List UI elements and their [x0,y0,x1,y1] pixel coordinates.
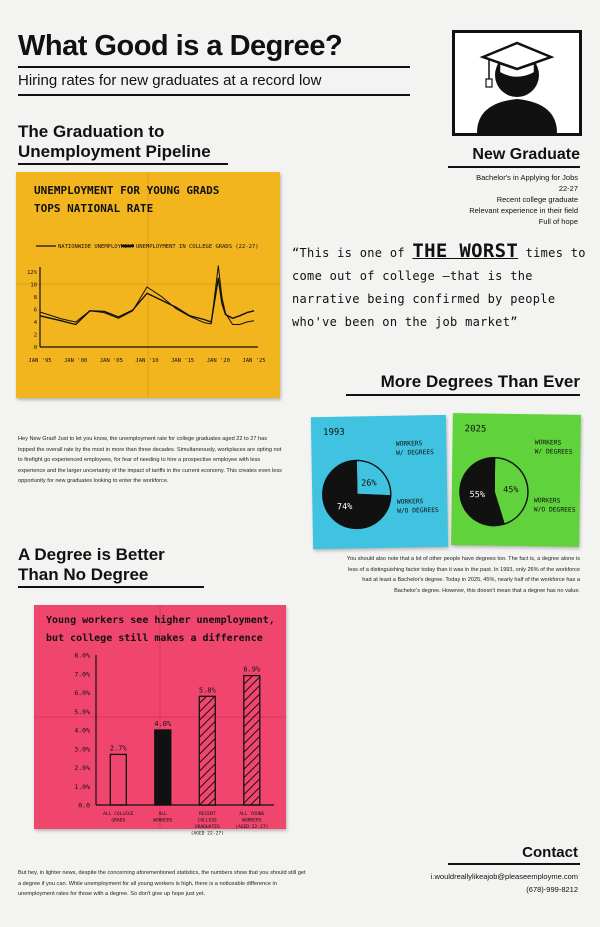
x-tick-label: JAN '10 [135,358,159,364]
page-title: What Good is a Degree? [18,30,343,62]
contact-phone[interactable]: (678)-999-8212 [526,885,578,894]
y-tick-label: 3.0% [74,745,90,754]
profile-item: Recent college graduate [496,195,578,204]
quote-before: “This is one of [292,246,405,260]
pie-category-label: WORKERS [533,497,561,505]
title-divider [18,66,410,68]
contact-email[interactable]: i.wouldreallylikeajob@pleaseemployme.com [430,872,578,881]
bar-chart-title-1: Young workers see higher unemployment, [46,615,275,626]
pie-category-label: W/O DEGREES [397,506,439,515]
profile-details [448,172,578,227]
bar-chart [34,605,286,837]
profile-item: 22-27 [558,184,578,193]
bar-category-label: ALL COLLEGE [103,812,134,817]
legend-label-grads: UNEMPLOYMENT IN COLLEGE GRADS (22-27) [136,244,259,250]
line-chart-title-2: TOPS NATIONAL RATE [34,202,154,215]
pie-value-label: 74% [336,502,353,513]
bar-value-label: 6.9% [243,665,261,674]
legend-label-nationwide: NATIONWIDE UNEMPLOYMENT [58,244,135,250]
pie-chart-2025 [451,413,581,547]
quote-line-4: who've been on the job market” [292,315,518,329]
bar-chart-title-2: but college still makes a difference [46,633,263,644]
graduate-avatar-icon [452,30,582,136]
bar-value-label: 2.7% [109,744,127,753]
bar-category-label: GRADS [111,818,126,824]
x-tick-label: JAN '05 [99,358,123,364]
line-chart-title-1: UNEMPLOYMENT FOR YOUNG GRADS [34,184,220,197]
bar-category-label: WORKERS [153,818,173,824]
profile-title: New Graduate [472,146,580,163]
bar-category-label: (AGED 22-27) [190,831,224,837]
profile-item: Full of hope [538,217,578,226]
bar-category-label: COLLEGE [197,818,217,824]
quote-emphasis: THE WORST [412,240,519,262]
x-tick-label: JAN '95 [28,358,52,364]
pie-chart-1993 [311,415,448,549]
better-heading-line1: A Degree is Better [18,545,165,564]
y-tick-label: 7.0% [74,670,90,679]
pie-value-label: 45% [503,485,519,496]
series-line-grads [40,278,254,324]
y-tick-label: 2.0% [74,764,90,772]
bar-category-label: RECENT [198,812,216,817]
pipeline-paragraph: Hey New Grad! Just to let you know, the unemployment rate for college graduates aged 22 to 27 has topped the overall rate by the most in more than three decades. Simultaneously, workplaces are opting not to firefight go experienced employees, for fear of needing to hire a prospective employee with less experience and the larger uncertainty of the impact of tariffs in the current economy. This creates even less opportunity for new graduates looking to enter the workforce. [18,436,282,484]
quote-line-3: narrative being confirmed by people [292,292,556,306]
contact-heading: Contact [522,844,578,861]
x-tick-label: JAN '15 [171,358,195,364]
bar [244,676,260,805]
quote-after: times to [525,246,586,260]
pie-category-label: WORKERS [534,439,562,447]
quote-block [292,240,592,334]
better-heading-line2: Than No Degree [18,565,149,584]
pie-category-label: W/ DEGREES [534,448,573,456]
better-paragraph: But hey, in lighter news, despite the concerning aforementioned statistics, the numbers show that you should still get a degree if you can. While unemployment for all young workers is high, there is a noticeable difference in unemployment rates for those with a degree. So don't give up hope just yet. [18,870,306,897]
degrees-heading: More Degrees Than Ever [380,372,580,391]
page-subtitle: Hiring rates for new graduates at a record low [18,72,322,89]
y-tick-label: 12% [27,270,37,276]
contact-divider [448,863,580,865]
pie-title: 2025 [464,424,487,435]
x-tick-label: JAN '20 [206,358,230,364]
pie-title: 1993 [323,427,345,438]
contact-details [380,870,578,896]
bar [155,730,171,805]
bar-value-label: 4.0% [154,720,172,728]
bar-category-label: (AGED 22-27) [235,825,269,830]
bar-chart-note [34,605,286,837]
pie-2025-note [451,413,581,547]
pie-value-label: 55% [469,490,485,501]
y-tick-label: 10 [30,282,37,289]
quote-line-1 [292,240,592,265]
bar [110,754,126,805]
subtitle-divider [18,94,410,96]
profile-divider [448,166,580,168]
pie-value-label: 26% [361,478,377,489]
line-chart-note [16,172,280,398]
bar-category-label: GRADUATES [194,825,220,830]
quote-line-2: come out of college —that is the [292,269,533,283]
y-tick-label: 6 [33,307,37,314]
pipeline-divider [18,163,228,165]
profile-item: Bachelor's in Applying for Jobs [476,173,578,182]
y-tick-label: 4.0% [74,726,90,735]
bar-category-label: WORKERS [242,818,262,824]
pipeline-heading-line1: The Graduation to [18,122,165,141]
y-tick-label: 6.0% [74,689,90,697]
profile-item: Relevant experience in their field [469,206,578,215]
pipeline-heading [18,122,211,162]
better-divider [18,586,204,588]
y-tick-label: 0 [33,345,37,351]
degrees-divider [346,394,580,396]
line-chart [16,172,280,398]
y-tick-label: 4 [33,320,37,326]
y-tick-label: 2 [33,332,37,339]
pie-category-label: W/ DEGREES [395,449,435,457]
pie-category-label: WORKERS [396,498,424,506]
x-tick-label: JAN '25 [242,358,266,364]
series-line-nationwide [40,266,254,325]
pie-1993-note [311,415,448,549]
x-tick-label: JAN '00 [64,358,88,364]
y-tick-label: 1.0% [74,782,90,791]
bar [199,696,215,805]
pie-category-label: W/O DEGREES [533,506,576,514]
pie-category-label: WORKERS [395,440,423,448]
bar-category-label: ALL YOUNG [239,812,265,817]
bar-value-label: 5.8% [198,686,216,695]
better-heading [18,545,165,585]
y-tick-label: 0.0 [78,801,90,810]
degrees-paragraph: You should also note that a lot of other people have degrees too. The fact is, a degree alone is less of a distinguishing factor today than it was in the past. In 1993, only 26% of the workforce had at least a Bachelor's degree. Today in 2025, 45%, nearly half of the workforce has a Bachelor's degree. However, this doesn't mean that a degree has no value. [346,556,580,594]
y-tick-label: 8.0% [74,651,90,660]
bar-category-label: ALL [158,812,167,817]
y-tick-label: 5.0% [74,707,90,716]
pipeline-heading-line2: Unemployment Pipeline [18,142,211,161]
y-tick-label: 8 [33,295,37,301]
